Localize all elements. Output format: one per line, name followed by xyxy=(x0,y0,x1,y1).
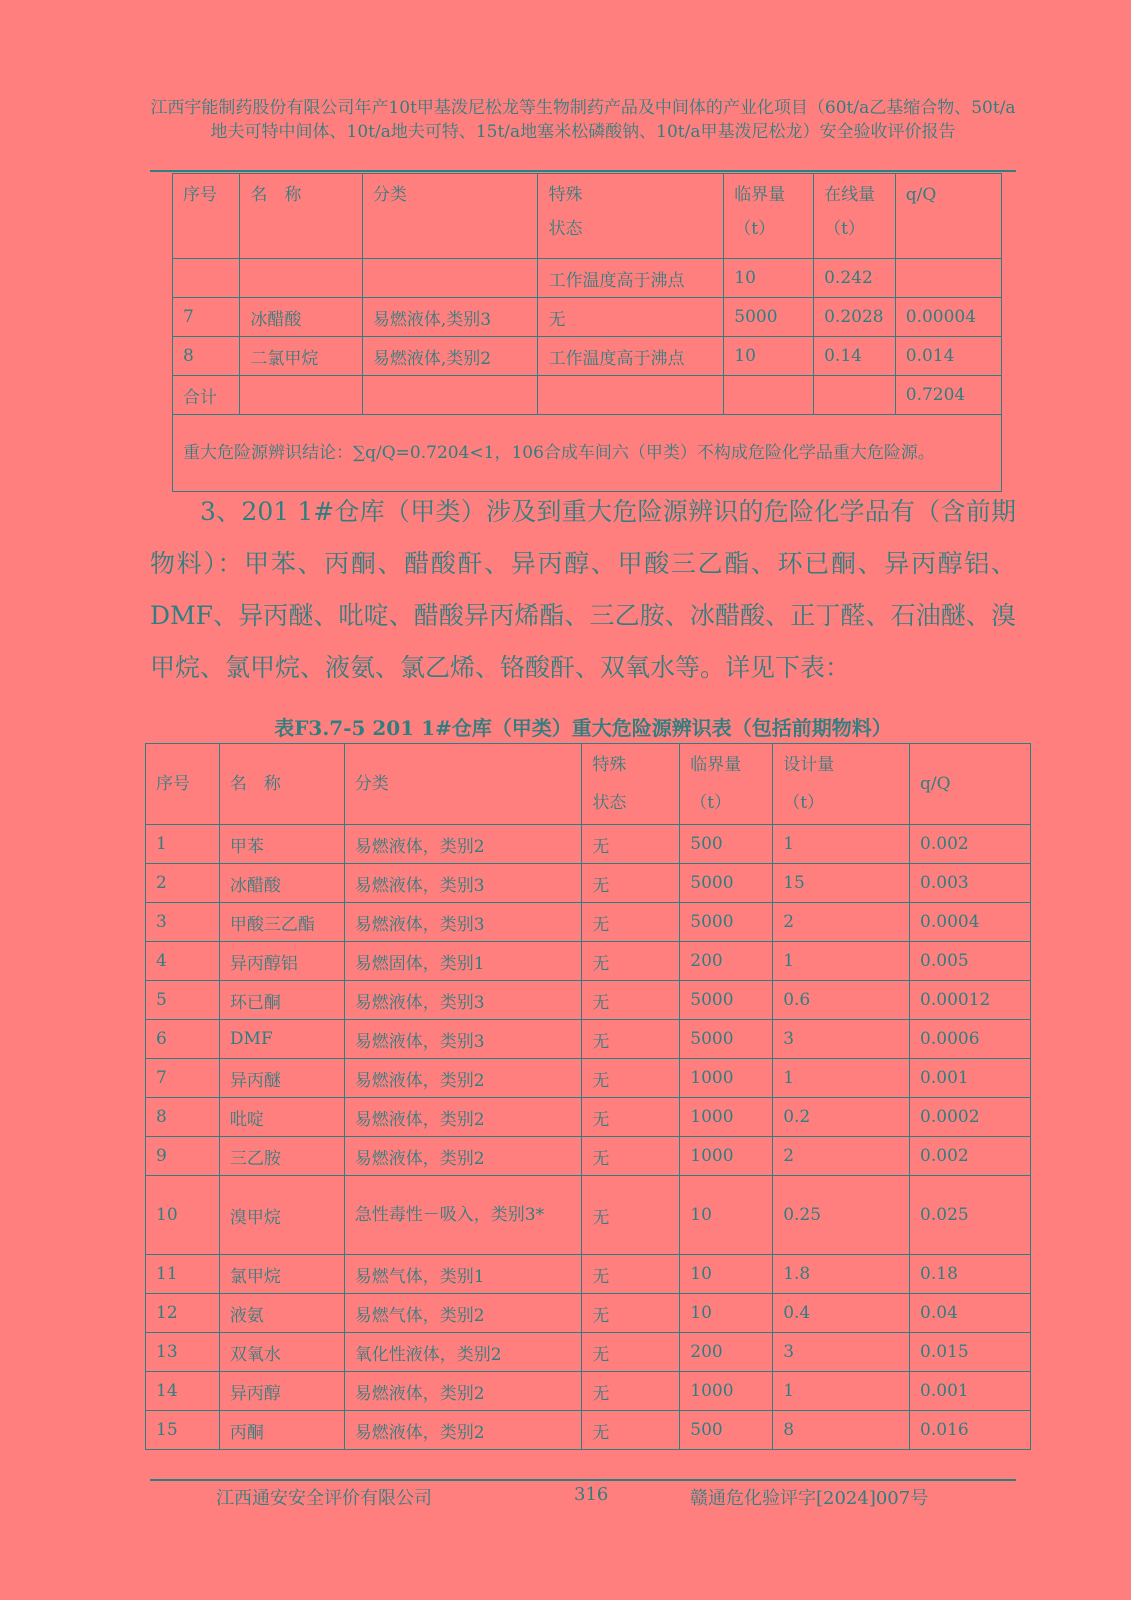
cell: 无 xyxy=(582,825,680,864)
page-number: 316 xyxy=(574,1484,609,1505)
cell: 5000 xyxy=(680,903,773,942)
cell: 氯甲烷 xyxy=(219,1255,344,1294)
table-row xyxy=(146,1059,1031,1098)
cell: 1 xyxy=(773,825,910,864)
header-divider xyxy=(150,170,1016,172)
cell: 500 xyxy=(680,1411,773,1450)
cell: 无 xyxy=(582,1059,680,1098)
cell: 5000 xyxy=(680,1020,773,1059)
cell: 异丙醇铝 xyxy=(219,942,344,981)
cell: 12 xyxy=(146,1294,220,1333)
cell: 1.8 xyxy=(773,1255,910,1294)
cell: 易燃气体，类别2 xyxy=(344,1294,582,1333)
cell xyxy=(362,376,538,415)
cell: 易燃液体，类别2 xyxy=(344,825,582,864)
cell: 异丙醇 xyxy=(219,1372,344,1411)
cell: 0.005 xyxy=(910,942,1031,981)
cell: 易燃液体，类别2 xyxy=(344,1098,582,1137)
cell: 0.002 xyxy=(910,1137,1031,1176)
cell: 0.6 xyxy=(773,981,910,1020)
cell: 冰醋酸 xyxy=(219,864,344,903)
cell: 急性毒性－吸入，类别3* xyxy=(344,1176,582,1255)
footer-company: 江西通安安全评价有限公司 xyxy=(216,1488,432,1509)
cell: 0.00004 xyxy=(895,298,1001,337)
cell: 7 xyxy=(173,298,240,337)
table-row xyxy=(146,825,1031,864)
cell: 1000 xyxy=(680,1059,773,1098)
cell: 2 xyxy=(773,1137,910,1176)
cell: 无 xyxy=(582,942,680,981)
cell: 3 xyxy=(773,1333,910,1372)
cell: 0.25 xyxy=(773,1176,910,1255)
cell xyxy=(538,376,724,415)
cell: 200 xyxy=(680,1333,773,1372)
table-row xyxy=(146,903,1031,942)
cell xyxy=(362,259,538,298)
col-header: 名 称 xyxy=(240,174,363,259)
col-header: 特殊 状态 xyxy=(538,174,724,259)
cell: 0.0002 xyxy=(910,1098,1031,1137)
cell: 0.0006 xyxy=(910,1020,1031,1059)
table-row xyxy=(173,298,1002,337)
cell: 无 xyxy=(582,981,680,1020)
cell: 9 xyxy=(146,1137,220,1176)
cell: 易燃液体，类别2 xyxy=(344,1372,582,1411)
cell: 1 xyxy=(773,1059,910,1098)
cell: 0.2 xyxy=(773,1098,910,1137)
cell: 10 xyxy=(680,1294,773,1333)
cell: 0.2028 xyxy=(814,298,896,337)
cell: 11 xyxy=(146,1255,220,1294)
cell: 15 xyxy=(146,1411,220,1450)
cell: 易燃液体,类别2 xyxy=(362,337,538,376)
total-row xyxy=(173,376,1002,415)
col-header: 临界量 （t） xyxy=(680,744,773,825)
cell: 氧化性液体，类别2 xyxy=(344,1333,582,1372)
table-row xyxy=(146,1294,1031,1333)
cell xyxy=(173,259,240,298)
cell: 0.18 xyxy=(910,1255,1031,1294)
table-row xyxy=(146,1411,1031,1450)
table-row xyxy=(146,942,1031,981)
hazard-table-warehouse xyxy=(145,743,1031,1450)
cell: 3 xyxy=(773,1020,910,1059)
cell: 无 xyxy=(582,1372,680,1411)
cell: 5 xyxy=(146,981,220,1020)
table-row xyxy=(146,1372,1031,1411)
cell: 500 xyxy=(680,825,773,864)
cell: 3 xyxy=(146,903,220,942)
cell: 5000 xyxy=(724,298,814,337)
col-header: 特殊 状态 xyxy=(582,744,680,825)
cell: 无 xyxy=(582,1098,680,1137)
cell: 0.7204 xyxy=(895,376,1001,415)
cell xyxy=(240,259,363,298)
cell: 双氧水 xyxy=(219,1333,344,1372)
footer-doc-number: 赣通危化验评字[2024]007号 xyxy=(690,1488,929,1509)
cell: 无 xyxy=(582,1333,680,1372)
cell: 无 xyxy=(538,298,724,337)
col-header: q/Q xyxy=(895,174,1001,259)
cell: 7 xyxy=(146,1059,220,1098)
cell: 10 xyxy=(146,1176,220,1255)
cell: 10 xyxy=(724,337,814,376)
cell: 三乙胺 xyxy=(219,1137,344,1176)
cell: 易燃液体，类别2 xyxy=(344,1059,582,1098)
cell: 易燃液体,类别3 xyxy=(362,298,538,337)
cell: 液氨 xyxy=(219,1294,344,1333)
cell: 易燃液体，类别2 xyxy=(344,1137,582,1176)
cell: 甲苯 xyxy=(219,825,344,864)
cell: 10 xyxy=(724,259,814,298)
cell: 200 xyxy=(680,942,773,981)
cell: 无 xyxy=(582,864,680,903)
cell: 0.002 xyxy=(910,825,1031,864)
cell: 丙酮 xyxy=(219,1411,344,1450)
table-row xyxy=(146,1176,1031,1255)
cell: 二氯甲烷 xyxy=(240,337,363,376)
table-row xyxy=(146,1098,1031,1137)
col-header: q/Q xyxy=(910,744,1031,825)
cell: 无 xyxy=(582,1255,680,1294)
conclusion-text: 重大危险源辨识结论：∑q/Q=0.7204<1，106合成车间六（甲类）不构成危险化学品重大危险源。 xyxy=(173,415,1002,492)
col-header: 名 称 xyxy=(219,744,344,825)
cell: 0.00012 xyxy=(910,981,1031,1020)
cell: 易燃液体，类别2 xyxy=(344,1411,582,1450)
cell: 甲酸三乙酯 xyxy=(219,903,344,942)
cell: 环已酮 xyxy=(219,981,344,1020)
paragraph-text: 3、201 1#仓库（甲类）涉及到重大危险源辨识的危险化学品有（含前期物料）：甲苯、丙酮、醋酸酐、异丙醇、甲酸三乙酯、环已酮、异丙醇铝、DMF、异丙醚、吡啶、醋酸异丙烯酯、三乙胺、冰醋酸、正丁醛、石油醚、溴甲烷、氯甲烷、液氨、氯乙烯、铬酸酐、双氧水等。详见下表： xyxy=(150,497,1016,682)
table-row xyxy=(173,337,1002,376)
cell: 4 xyxy=(146,942,220,981)
footer-divider xyxy=(150,1479,1016,1481)
cell: 0.003 xyxy=(910,864,1031,903)
cell: 工作温度高于沸点 xyxy=(538,337,724,376)
cell: 5000 xyxy=(680,864,773,903)
cell xyxy=(240,376,363,415)
cell xyxy=(895,259,1001,298)
cell: 1 xyxy=(773,1372,910,1411)
col-header: 分类 xyxy=(362,174,538,259)
cell: 1000 xyxy=(680,1372,773,1411)
cell: 无 xyxy=(582,1411,680,1450)
cell: 0.015 xyxy=(910,1333,1031,1372)
cell xyxy=(814,376,896,415)
table-header-row xyxy=(146,744,1031,825)
cell: 1000 xyxy=(680,1137,773,1176)
cell: 无 xyxy=(582,903,680,942)
cell: 异丙醚 xyxy=(219,1059,344,1098)
hazard-table-continued xyxy=(172,173,1002,492)
body-paragraph xyxy=(150,486,1016,694)
page-header: 江西宇能制药股份有限公司年产10t甲基泼尼松龙等生物制药产品及中间体的产业化项目（60t/a乙基缩合物、50t/a地夫可特中间体、10t/a地夫可特、15t/a地塞米松磷酸钠、10t/a甲基泼尼松龙）安全验收评价报告 xyxy=(150,98,1016,142)
table-row xyxy=(146,981,1031,1020)
cell: 无 xyxy=(582,1020,680,1059)
cell: 0.014 xyxy=(895,337,1001,376)
cell: 无 xyxy=(582,1176,680,1255)
col-header: 在线量 （t） xyxy=(814,174,896,259)
table-row xyxy=(146,864,1031,903)
cell: 6 xyxy=(146,1020,220,1059)
cell: 无 xyxy=(582,1294,680,1333)
col-header: 分类 xyxy=(344,744,582,825)
table-caption: 表F3.7-5 201 1#仓库（甲类）重大危险源辨识表（包括前期物料） xyxy=(274,716,892,740)
cell: 0.242 xyxy=(814,259,896,298)
cell: 易燃液体，类别3 xyxy=(344,1020,582,1059)
cell: 1 xyxy=(773,942,910,981)
cell: 0.04 xyxy=(910,1294,1031,1333)
col-header: 序号 xyxy=(173,174,240,259)
table-header-row xyxy=(173,174,1002,259)
cell: 2 xyxy=(773,903,910,942)
col-header: 序号 xyxy=(146,744,220,825)
cell: 1 xyxy=(146,825,220,864)
cell: 5000 xyxy=(680,981,773,1020)
cell: 易燃气体，类别1 xyxy=(344,1255,582,1294)
cell: 冰醋酸 xyxy=(240,298,363,337)
cell: 易燃液体，类别3 xyxy=(344,903,582,942)
cell: 15 xyxy=(773,864,910,903)
cell: DMF xyxy=(219,1020,344,1059)
cell: 14 xyxy=(146,1372,220,1411)
table-row xyxy=(146,1020,1031,1059)
table-row xyxy=(146,1333,1031,1372)
table-row xyxy=(146,1255,1031,1294)
cell: 合计 xyxy=(173,376,240,415)
cell xyxy=(724,376,814,415)
cell: 0.4 xyxy=(773,1294,910,1333)
cell: 无 xyxy=(582,1137,680,1176)
cell: 1000 xyxy=(680,1098,773,1137)
cell: 10 xyxy=(680,1255,773,1294)
table-row xyxy=(146,1137,1031,1176)
cell: 易燃液体，类别3 xyxy=(344,864,582,903)
cell: 0.0004 xyxy=(910,903,1031,942)
cell: 吡啶 xyxy=(219,1098,344,1137)
cell: 工作温度高于沸点 xyxy=(538,259,724,298)
cell: 10 xyxy=(680,1176,773,1255)
cell: 溴甲烷 xyxy=(219,1176,344,1255)
cell: 0.001 xyxy=(910,1372,1031,1411)
cell: 13 xyxy=(146,1333,220,1372)
conclusion-row xyxy=(173,415,1002,492)
col-header: 临界量 （t） xyxy=(724,174,814,259)
cell: 0.025 xyxy=(910,1176,1031,1255)
cell: 8 xyxy=(173,337,240,376)
cell: 易燃固体，类别1 xyxy=(344,942,582,981)
cell: 0.001 xyxy=(910,1059,1031,1098)
cell: 易燃液体，类别3 xyxy=(344,981,582,1020)
cell: 2 xyxy=(146,864,220,903)
cell: 0.016 xyxy=(910,1411,1031,1450)
cell: 0.14 xyxy=(814,337,896,376)
cell: 8 xyxy=(146,1098,220,1137)
table-row xyxy=(173,259,1002,298)
col-header: 设计量 （t） xyxy=(773,744,910,825)
cell: 8 xyxy=(773,1411,910,1450)
